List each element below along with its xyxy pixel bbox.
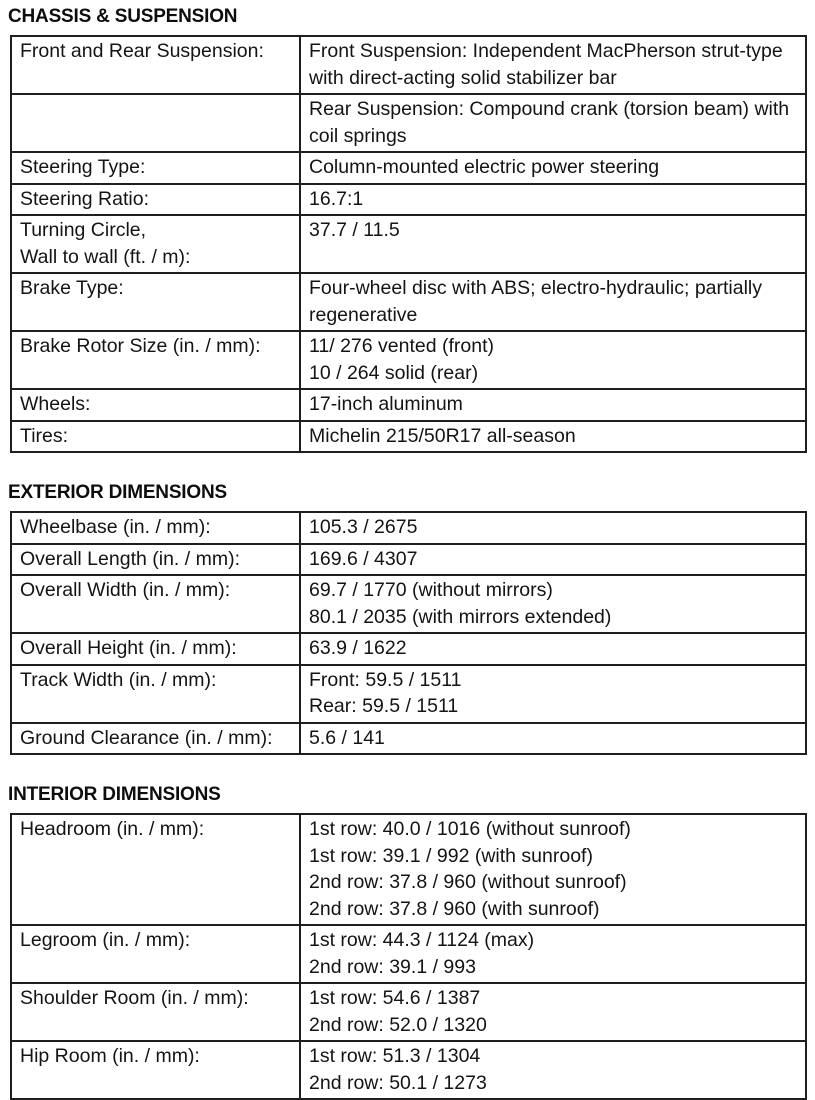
spec-label-line: Steering Ratio: — [20, 187, 149, 210]
spec-label-line: Steering Type: — [20, 156, 146, 178]
spec-value-line: coil springs — [309, 124, 407, 147]
table-row — [11, 421, 806, 453]
spec-label-line: Headroom (in. / mm): — [20, 818, 205, 840]
table-row — [11, 389, 806, 421]
table-row — [11, 544, 806, 576]
table-row — [11, 184, 806, 216]
spec-table — [10, 35, 807, 453]
spec-value-line: 63.9 / 1622 — [309, 637, 407, 659]
spec-label-line: Wheelbase (in. / mm): — [20, 516, 211, 538]
spec-label-line: Ground Clearance (in. / mm): — [20, 726, 273, 749]
spec-label-cell — [11, 983, 300, 1041]
spec-label-line: Track Width (in. / mm): — [20, 668, 217, 691]
table-row — [11, 152, 806, 184]
spec-section — [8, 6, 805, 453]
spec-value-cell — [300, 633, 806, 665]
spec-value-line: 2nd row: 52.0 / 1320 — [309, 1013, 487, 1036]
spec-value-cell — [300, 273, 806, 331]
spec-label-line — [20, 96, 293, 123]
spec-value-line: 2nd row: 50.1 / 1273 — [309, 1071, 487, 1094]
spec-value-line: regenerative — [309, 303, 418, 326]
spec-value-cell — [300, 665, 806, 723]
spec-value-cell — [300, 94, 806, 152]
spec-label-line: Overall Length (in. / mm): — [20, 547, 240, 570]
spec-label-cell — [11, 421, 300, 453]
section-title: INTERIOR DIMENSIONS — [8, 784, 221, 805]
spec-label-cell — [11, 389, 300, 421]
spec-value-line: 5.6 / 141 — [309, 726, 385, 749]
spec-value-cell — [300, 421, 806, 453]
spec-label-cell — [11, 215, 300, 273]
table-row — [11, 1041, 806, 1099]
spec-value-line: 10 / 264 solid (rear) — [309, 361, 479, 384]
spec-value-line: Front: 59.5 / 1511 — [309, 668, 462, 691]
spec-value-cell — [300, 723, 806, 755]
spec-value-line: 69.7 / 1770 (without mirrors) — [309, 579, 553, 601]
spec-label-cell — [11, 36, 300, 94]
spec-label-line: Tires: — [20, 424, 69, 447]
spec-section — [8, 482, 805, 755]
table-row — [11, 665, 806, 723]
spec-label-line: Shoulder Room (in. / mm): — [20, 987, 249, 1009]
table-row — [11, 723, 806, 755]
spec-value-cell — [300, 925, 806, 983]
spec-label-cell — [11, 925, 300, 983]
spec-label-line: Legroom (in. / mm): — [20, 929, 191, 951]
spec-value-line: 1st row: 40.0 / 1016 (without sunroof) — [309, 818, 631, 840]
spec-value-line: 1st row: 54.6 / 1387 — [309, 987, 481, 1009]
spec-label-cell — [11, 512, 300, 544]
spec-label-cell — [11, 665, 300, 723]
spec-label-cell — [11, 273, 300, 331]
table-row — [11, 273, 806, 331]
spec-label-line: Wheels: — [20, 393, 91, 415]
spec-label-cell — [11, 184, 300, 216]
spec-label-line: Brake Type: — [20, 277, 124, 299]
spec-value-line: 1st row: 51.3 / 1304 — [309, 1045, 481, 1067]
spec-value-line: 16.7:1 — [309, 187, 364, 210]
table-row — [11, 331, 806, 389]
spec-value-line: 80.1 / 2035 (with mirrors extended) — [309, 605, 612, 628]
spec-value-line: 11/ 276 vented (front) — [309, 335, 495, 357]
table-row — [11, 36, 806, 94]
spec-value-cell — [300, 544, 806, 576]
table-row — [11, 215, 806, 273]
spec-value-cell — [300, 512, 806, 544]
spec-value-line: Michelin 215/50R17 all-season — [309, 424, 576, 447]
spec-label-line: Hip Room (in. / mm): — [20, 1045, 200, 1067]
spec-value-cell — [300, 331, 806, 389]
spec-section — [8, 784, 805, 1100]
spec-label-line: Front and Rear Suspension: — [20, 40, 264, 62]
spec-value-line: 2nd row: 37.8 / 960 (without sunroof) — [309, 871, 627, 893]
spec-label-cell — [11, 633, 300, 665]
spec-label-line: Wall to wall (ft. / m): — [20, 245, 191, 268]
spec-value-line: Column-mounted electric power steering — [309, 156, 660, 178]
spec-value-line: 1st row: 44.3 / 1124 (max) — [309, 929, 535, 951]
spec-label-cell — [11, 814, 300, 925]
table-row — [11, 512, 806, 544]
spec-value-cell — [300, 184, 806, 216]
spec-value-cell — [300, 152, 806, 184]
spec-value-line: Rear: 59.5 / 1511 — [309, 695, 459, 717]
spec-label-cell — [11, 94, 300, 152]
spec-label-line: Turning Circle, — [20, 219, 147, 241]
spec-label-line: Overall Height (in. / mm): — [20, 637, 237, 659]
spec-value-cell — [300, 215, 806, 273]
table-row — [11, 633, 806, 665]
spec-label-line: Overall Width (in. / mm): — [20, 579, 231, 601]
spec-label-cell — [11, 575, 300, 633]
spec-value-cell — [300, 814, 806, 925]
spec-table — [10, 813, 807, 1100]
spec-value-line: 169.6 / 4307 — [309, 547, 418, 570]
section-title: CHASSIS & SUSPENSION — [8, 6, 238, 27]
spec-value-line: Front Suspension: Independent MacPherson strut-type — [309, 40, 783, 62]
spec-value-cell — [300, 575, 806, 633]
section-title: EXTERIOR DIMENSIONS — [8, 482, 227, 503]
spec-value-line: 105.3 / 2675 — [309, 516, 418, 538]
table-row — [11, 814, 806, 925]
spec-value-line: 17-inch aluminum — [309, 393, 463, 415]
spec-value-line: 2nd row: 37.8 / 960 (with sunroof) — [309, 897, 600, 920]
spec-value-cell — [300, 1041, 806, 1099]
spec-label-cell — [11, 152, 300, 184]
spec-value-cell — [300, 36, 806, 94]
spec-value-line: with direct-acting solid stabilizer bar — [309, 66, 617, 89]
table-row — [11, 925, 806, 983]
spec-value-cell — [300, 983, 806, 1041]
spec-table — [10, 511, 807, 755]
spec-label-cell — [11, 544, 300, 576]
spec-label-cell — [11, 723, 300, 755]
spec-label-cell — [11, 331, 300, 389]
spec-value-line: 1st row: 39.1 / 992 (with sunroof) — [309, 844, 593, 867]
table-row — [11, 575, 806, 633]
table-row — [11, 94, 806, 152]
spec-label-line: Brake Rotor Size (in. / mm): — [20, 335, 261, 357]
spec-value-line: Four-wheel disc with ABS; electro-hydraulic; partially — [309, 277, 763, 299]
spec-value-cell — [300, 389, 806, 421]
table-row — [11, 983, 806, 1041]
spec-value-line: 37.7 / 11.5 — [309, 219, 400, 241]
spec-label-cell — [11, 1041, 300, 1099]
spec-value-line: 2nd row: 39.1 / 993 — [309, 955, 476, 978]
spec-value-line: Rear Suspension: Compound crank (torsion beam) with — [309, 98, 790, 120]
